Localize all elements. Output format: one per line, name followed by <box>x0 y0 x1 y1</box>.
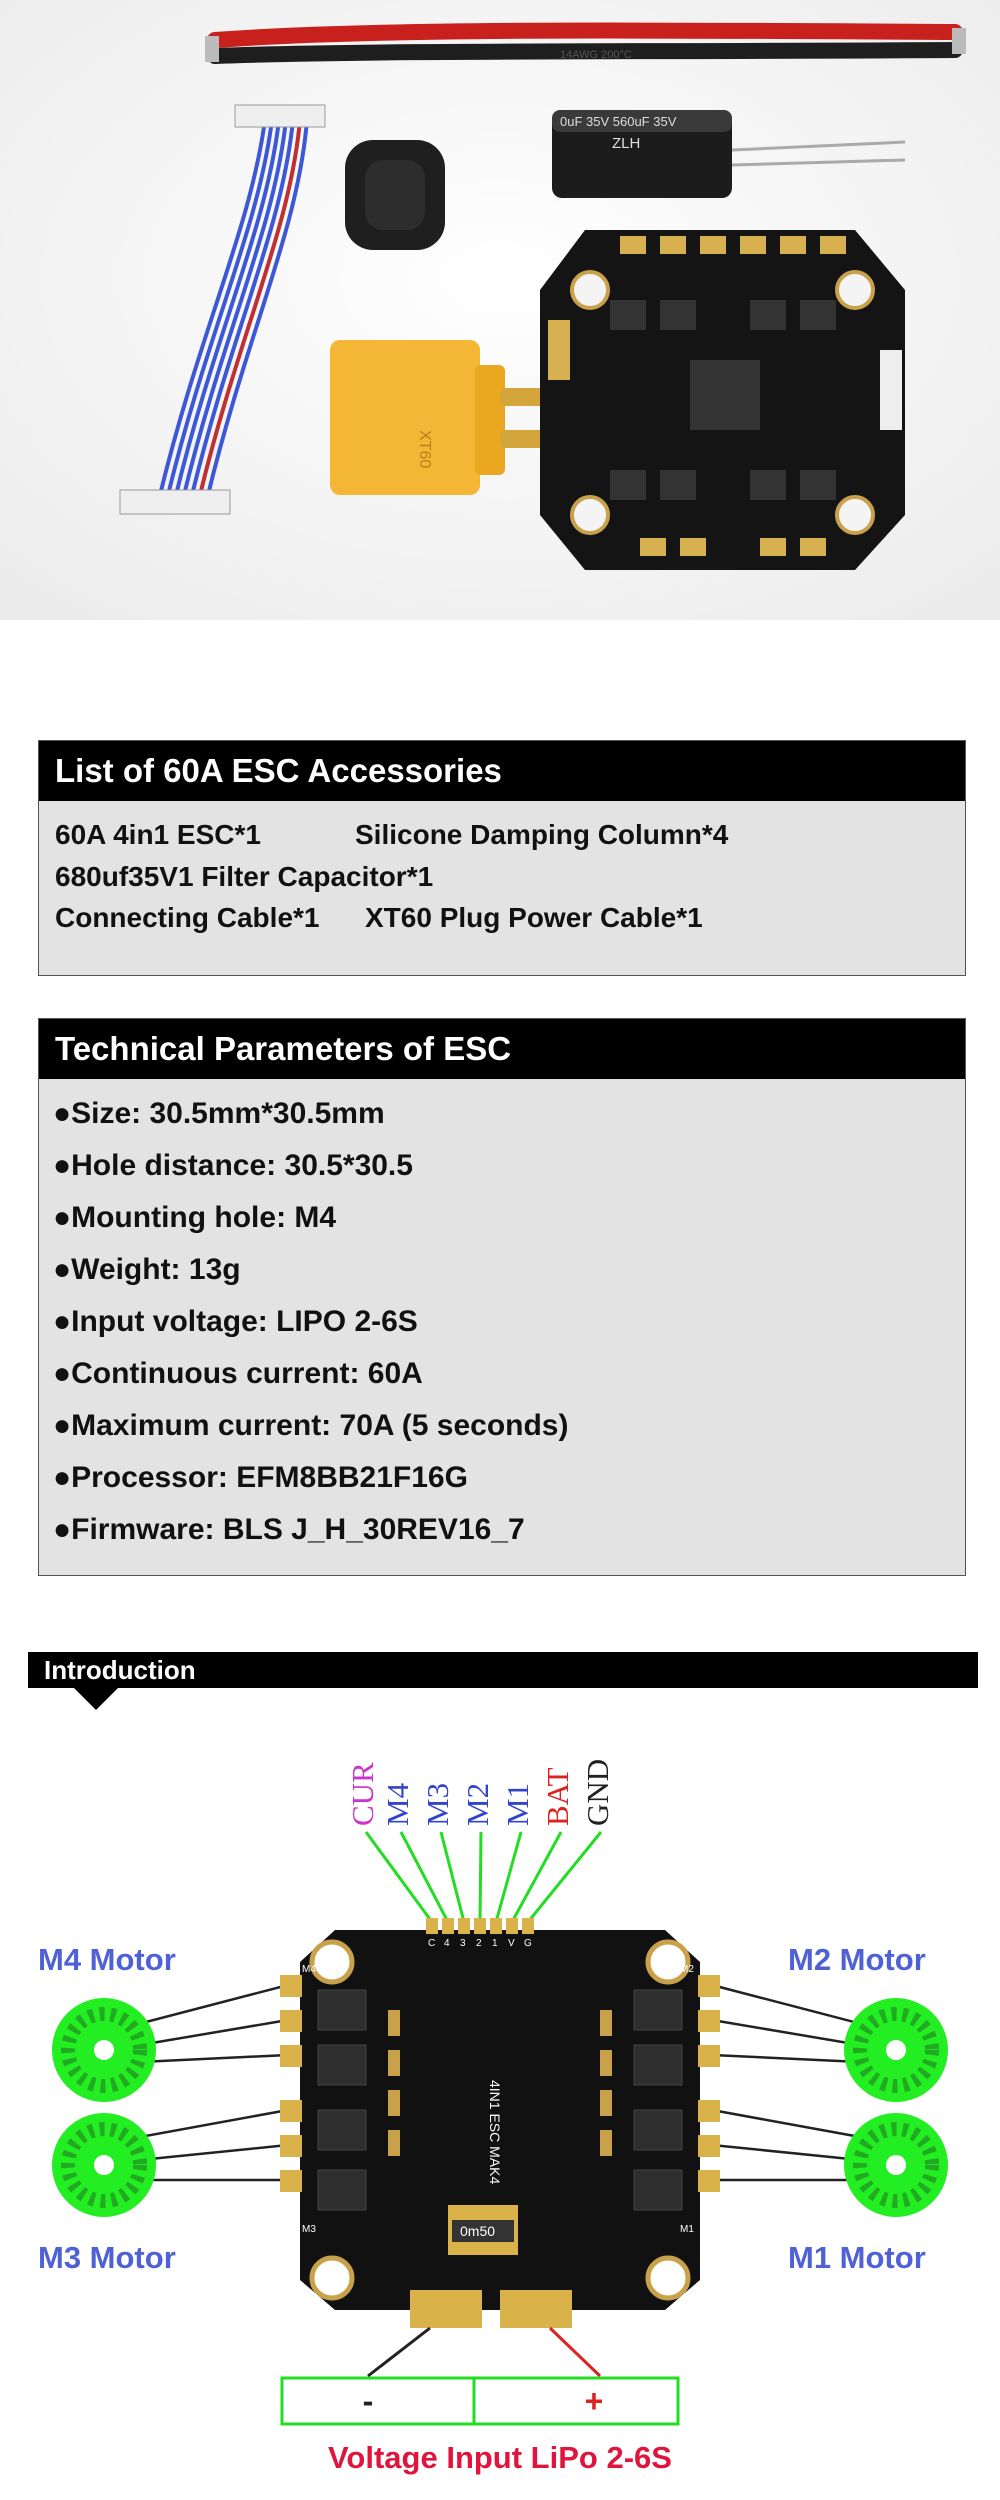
terminal-minus: - <box>362 2383 374 2419</box>
svg-text:4: 4 <box>444 1938 450 1949</box>
accessories-illustration <box>0 0 1000 620</box>
parameter-item: ●Processor: EFM8BB21F16G <box>53 1461 468 1494</box>
accessories-title: List of 60A ESC Accessories <box>39 741 965 801</box>
svg-text:1: 1 <box>492 1938 498 1949</box>
motor-label-m1: M1 Motor <box>788 2240 926 2275</box>
voltage-input-label: Voltage Input LiPo 2-6S <box>328 2440 672 2475</box>
wiring-diagram <box>0 1740 1000 2419</box>
pin-label-m2: M2 <box>460 1782 495 1826</box>
parameter-item: ●Size: 30.5mm*30.5mm <box>53 1097 385 1130</box>
motor-m1-icon <box>844 2113 948 2217</box>
parameters-title: Technical Parameters of ESC <box>39 1019 965 1079</box>
parameter-item: ●Weight: 13g <box>53 1253 241 1286</box>
pin-label-bat: BAT <box>540 1767 575 1826</box>
parameter-item: ●Mounting hole: M4 <box>53 1201 337 1234</box>
motor-m2-icon <box>844 1998 948 2102</box>
pin-label-m3: M3 <box>420 1782 455 1826</box>
svg-text:ZLH: ZLH <box>612 135 641 152</box>
pin-label-gnd: GND <box>580 1758 615 1826</box>
pin-label-m4: M4 <box>380 1782 415 1826</box>
svg-text:M4: M4 <box>302 1964 316 1975</box>
accessory-line <box>55 819 729 851</box>
parameter-item: ●Continuous current: 60A <box>53 1357 423 1390</box>
svg-text:0uF 35V 560uF 35V: 0uF 35V 560uF 35V <box>560 114 677 129</box>
svg-text:XT60: XT60 <box>416 430 433 469</box>
svg-text:0m50: 0m50 <box>460 2223 496 2239</box>
svg-text:2: 2 <box>476 1938 482 1949</box>
svg-text:3: 3 <box>460 1938 466 1949</box>
motor-m4-icon <box>52 1998 156 2102</box>
svg-text:G: G <box>524 1938 532 1949</box>
svg-text:M3: M3 <box>302 2224 316 2235</box>
motor-m3-icon <box>52 2113 156 2217</box>
accessory-line <box>55 861 433 893</box>
svg-text:M1: M1 <box>680 2224 694 2235</box>
battery-terminal-box <box>282 2378 678 2424</box>
accessory-item: 680uf35V1 Filter Capacitor*1 <box>55 861 434 892</box>
esc-board-icon <box>280 1918 720 2328</box>
svg-text:4IN1 ESC MAK4: 4IN1 ESC MAK4 <box>487 2080 503 2185</box>
accessories-panel <box>38 740 966 976</box>
pin-label-cur: CUR <box>345 1762 380 1826</box>
parameter-item: ●Hole distance: 30.5*30.5 <box>53 1149 413 1182</box>
motor-label-m2: M2 Motor <box>788 1942 926 1977</box>
cable-connector-bottom-icon <box>120 490 230 514</box>
parameter-item: ●Maximum current: 70A (5 seconds) <box>53 1409 569 1442</box>
introduction-notch <box>74 1688 118 1710</box>
accessory-item: Silicone Damping Column*4 <box>355 819 729 850</box>
svg-text:V: V <box>508 1938 515 1949</box>
pin-wires <box>366 1832 601 1922</box>
cable-connector-top-icon <box>235 105 325 127</box>
svg-text:14AWG 200°C: 14AWG 200°C <box>560 49 632 61</box>
pin-label-m1: M1 <box>500 1782 535 1826</box>
esc-board-photo-icon <box>540 230 905 570</box>
svg-text:C: C <box>428 1938 436 1949</box>
parameter-item: ●Firmware: BLS J_H_30REV16_7 <box>53 1513 525 1546</box>
damping-column-icon <box>345 140 445 250</box>
accessory-item: 60A 4in1 ESC*1 <box>55 819 261 850</box>
accessory-line <box>55 902 703 934</box>
parameter-item: ●Input voltage: LIPO 2-6S <box>53 1305 418 1338</box>
introduction-title: Introduction <box>44 1655 196 1685</box>
accessory-item: XT60 Plug Power Cable*1 <box>365 902 703 933</box>
product-photo <box>0 0 1000 620</box>
parameters-panel <box>38 1018 966 1576</box>
motor-label-m4: M4 Motor <box>38 1942 176 1977</box>
motor-label-m3: M3 Motor <box>38 2240 176 2275</box>
svg-text:M2: M2 <box>680 1964 694 1975</box>
terminal-plus: + <box>584 2383 604 2419</box>
accessory-item: Connecting Cable*1 <box>55 902 320 933</box>
